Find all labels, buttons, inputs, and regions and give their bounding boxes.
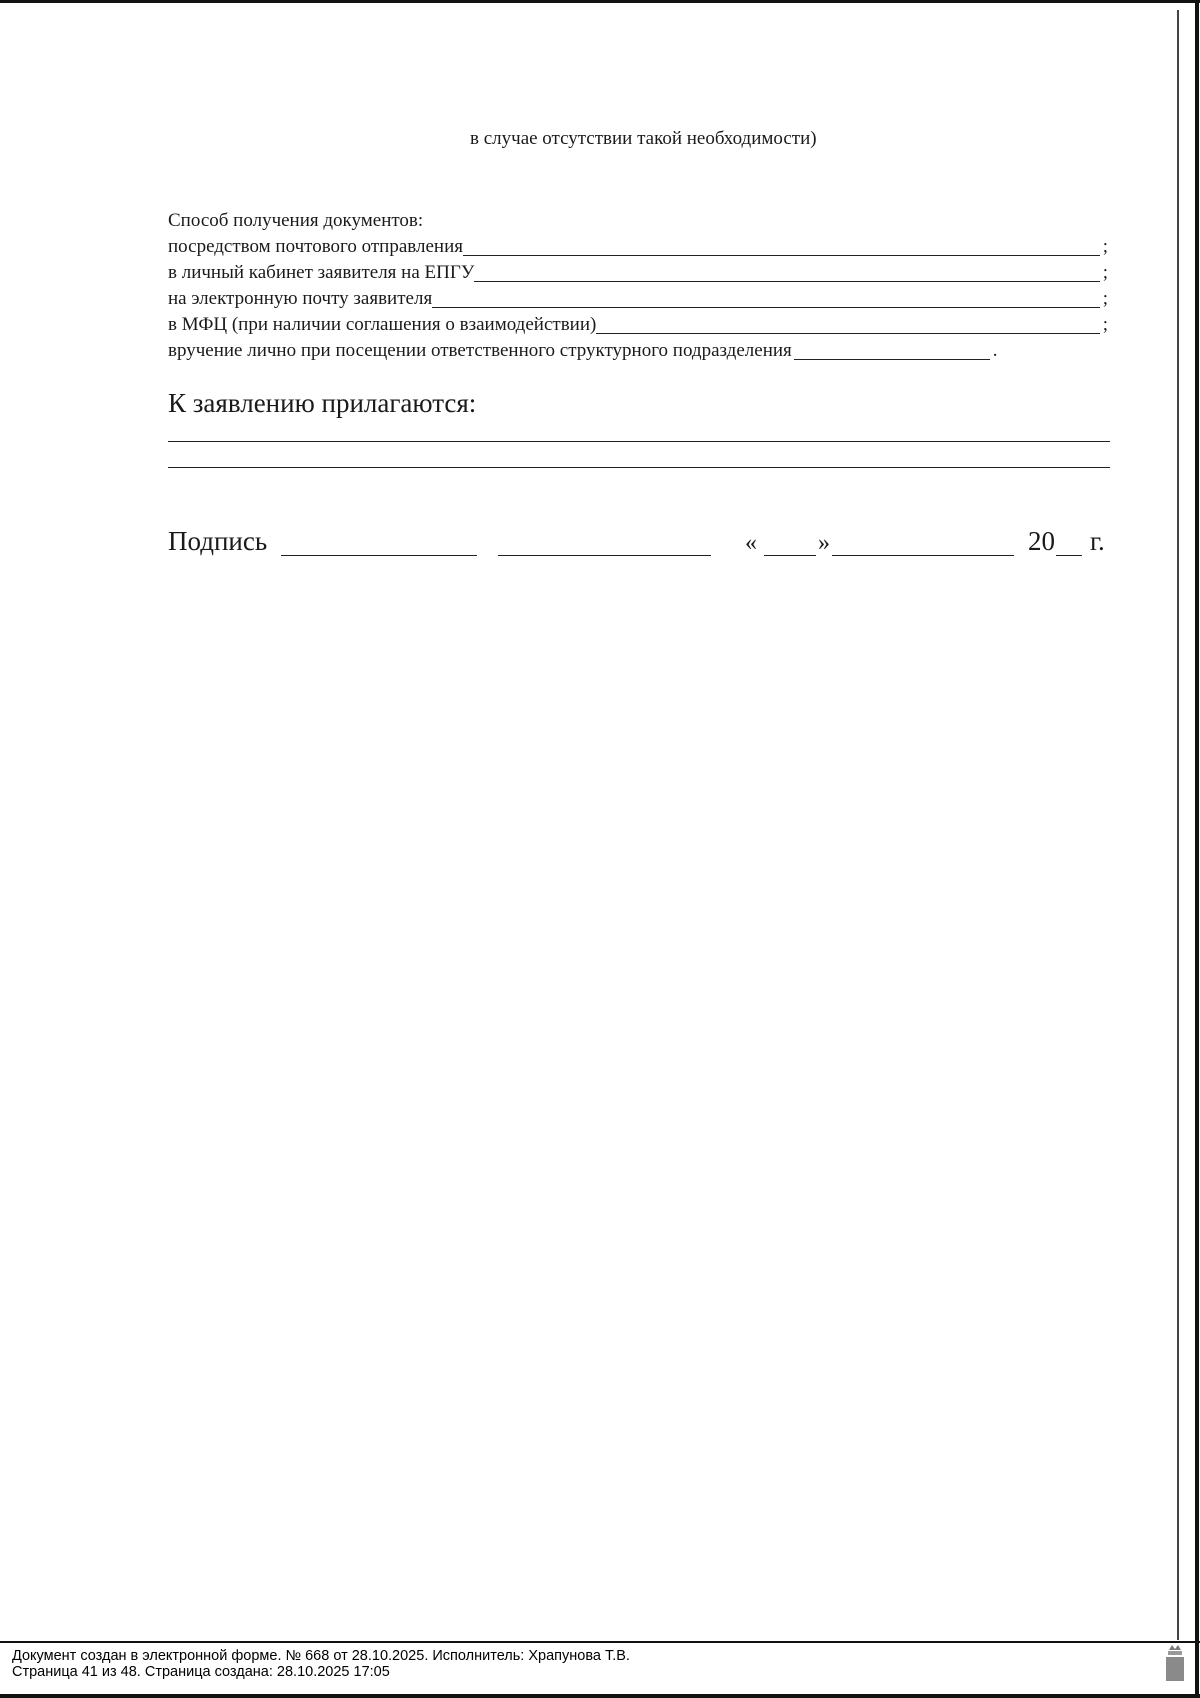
delivery-option-label: в МФЦ (при наличии соглашения о взаимодействии) bbox=[168, 314, 597, 335]
date-day-line[interactable] bbox=[764, 555, 816, 556]
date-quote-close: » bbox=[818, 530, 830, 556]
date-year-suffix: г. bbox=[1090, 526, 1105, 556]
delivery-method-section bbox=[168, 208, 1108, 364]
delivery-option-in-person bbox=[168, 338, 1108, 364]
fill-line[interactable] bbox=[463, 237, 1100, 256]
date-quote-open: « bbox=[745, 530, 757, 556]
delivery-option-end: ; bbox=[1102, 288, 1108, 309]
signature-line[interactable] bbox=[281, 555, 477, 556]
delivery-method-title: Способ получения документов: bbox=[168, 210, 424, 231]
note-text: в случае отсутствии такой необходимости) bbox=[470, 128, 817, 149]
fill-line[interactable] bbox=[474, 263, 1099, 282]
footer-divider bbox=[0, 1641, 1200, 1643]
date-year-line[interactable] bbox=[1056, 555, 1082, 556]
footer-line-2: Страница 41 из 48. Страница создана: 28.10.2025 17:05 bbox=[12, 1664, 390, 1680]
delivery-option-email bbox=[168, 286, 1108, 312]
delivery-option-end: . bbox=[992, 340, 998, 361]
emblem-icon bbox=[1164, 1643, 1186, 1683]
delivery-option-post bbox=[168, 234, 1108, 260]
scan-edge-bottom bbox=[0, 1694, 1200, 1698]
footer-line-1: Документ создан в электронной форме. № 668 от 28.10.2025. Исполнитель: Храпунова Т.В. bbox=[12, 1648, 630, 1664]
attachments-line[interactable] bbox=[168, 467, 1110, 468]
delivery-option-label: в личный кабинет заявителя на ЕПГУ bbox=[168, 262, 475, 283]
document-footer bbox=[12, 1648, 630, 1680]
signature-row bbox=[168, 520, 1110, 560]
signature-label: Подпись bbox=[168, 526, 268, 556]
delivery-option-mfc bbox=[168, 312, 1108, 338]
fill-line[interactable] bbox=[596, 315, 1099, 334]
signature-name-line[interactable] bbox=[498, 555, 711, 556]
scan-edge-top bbox=[0, 0, 1200, 3]
delivery-option-label: вручение лично при посещении ответственного структурного подразделения bbox=[168, 340, 792, 361]
delivery-option-label: на электронную почту заявителя bbox=[168, 288, 433, 309]
date-year-prefix: 20 bbox=[1028, 526, 1055, 556]
scan-edge-inner bbox=[1177, 10, 1179, 1640]
delivery-option-end: ; bbox=[1102, 236, 1108, 257]
delivery-option-label: посредством почтового отправления bbox=[168, 236, 463, 257]
delivery-option-end: ; bbox=[1102, 314, 1108, 335]
attachments-line[interactable] bbox=[168, 441, 1110, 442]
fill-line[interactable] bbox=[432, 289, 1100, 308]
fill-line[interactable] bbox=[794, 341, 990, 360]
attachments-title: К заявлению прилагаются: bbox=[168, 388, 477, 418]
scan-edge-right bbox=[1195, 0, 1199, 1698]
delivery-option-epgu bbox=[168, 260, 1108, 286]
delivery-option-end: ; bbox=[1102, 262, 1108, 283]
date-month-line[interactable] bbox=[832, 555, 1014, 556]
